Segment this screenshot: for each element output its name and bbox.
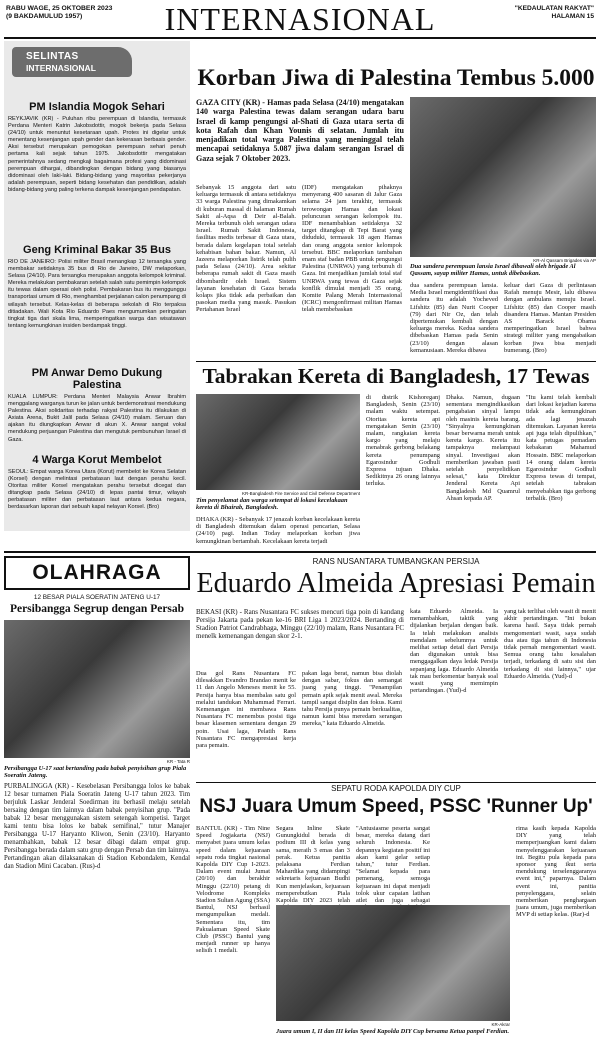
brief-korea-title: 4 Warga Korut Membelot [32, 454, 162, 466]
eduardo-col-2: pakan laga berat, namun bisa diolah dengan sabar, fokus dan semangat juang yang tinggi. "Penampilan pemain apik sejak menit awal. Mereka tampil sangat disiplin dan fokus. Kami tahu Persija punya pemain berkualitas, namun kami bisa meredam serangan mereka," kata Eduardo Almeida. [302, 670, 402, 728]
sport-caption: Persibangga U-17 saat bertanding pada babak penyisihan grup Piala Soeratin Jateng. [4, 765, 187, 780]
lead-lede: GAZA CITY (KR) - Hamas pada Selasa (24/10) mengatakan 140 warga Palestina tewas dalam serangan udara baru Israel di kamp pengungsi al-Shati di Gaza utara serta di kota Rafah dan Khan Younis di selatan. Jumlah itu menjadikan total warga Palestina yang meninggal telah mencapai setidaknya 5.087 jiwa dalam serangan Israel di Gaza sejak 7 Oktober 2023. [196, 98, 404, 163]
brief-korea [8, 454, 186, 530]
selintas-label: SELINTAS [26, 51, 79, 62]
skate-col-4: rima kasih kepada Kapolda DIY yang telah memperjuangkan kami dalam menyelenggarakan kejuaraan ini. Begitu pula kepada para sponsor yang ikut serta mendukung terselenggaranya event ini," paparnya. Dalam event ini, panitia penyelenggara, selain memberikan penghargaan juara umum, juga memberikan MVP di setiap kelas. (Rar)-d [516, 825, 596, 919]
page-number: HALAMAN 15 [551, 13, 594, 20]
train-photo-credit: KR-Bangladesh Fire Service and Civil Defense Department [241, 491, 360, 496]
lead-caption: Dua sandera perempuan lansia Israel dibawali oleh brigade Al Qassam, sayap militer Hamas, untuk dibebaskan. [410, 263, 576, 278]
brief-iceland [8, 101, 186, 231]
lead-col-4: keluar dari Gaza di perlintasan Rafah menuju Mesir, lalu dibawa dengan ambulans menuju Israel. Lifshitz (85) dan Cooper masih disandera Hamas. Mantan Presiden AS Barack Obama memperingatkan Israel bahwa strategi militer yang mengabaikan korban jiwa bisa menjadi bumerang. (Bro) [504, 282, 596, 354]
masthead-rule [4, 37, 596, 39]
skate-col-3: "Antusiasme peserta sangat besar, mereka datang dari seluruh Indonesia. Ke depannya kegiatan positif ini akan kami gelar setiap tahun," tutur Ferdian. "Selamat kepada para pemenang, semoga kejuaraan ini dapat menjadi tolok ukur capaian latihan atlet dan juga sebagai [356, 825, 431, 905]
newspaper-name: "KEDAULATAN RAKYAT" [514, 5, 594, 12]
skate-photo-credit: KR-Akrar [491, 1022, 510, 1027]
brief-rio-title: Geng Kriminal Bakar 35 Bus [23, 244, 171, 256]
sport-headline: Persibangga Segrup dengan Persab [9, 603, 185, 615]
sport-photo-credit: KR - Tata R [166, 759, 190, 764]
lead-col-1: Sebanyak 15 anggota dari satu keluarga termasuk di antara setidaknya 33 warga Palestina yang dimakamkan di kuburan massal di halaman Rumah Sakit al-Aqsa di Deir al-Balah. Mereka terbunuh oleh serangan udara Israel. Rumah Sakit Indonesia, fasilitas medis terbesar di Gaza utara, berada dalam kegelapan total setelah kehabisan bahan bakar. Namun, Al Jazeera melaporkan listrik telah pulih pada Selasa (24/10). Area sekitar beberapa rumah sakit di Gaza masih dibombardir oleh Israel. Sistem layanan kesehatan di Gaza berada kolaps jika tidak ada perbaikan dan pasokan media yang masuk. Pasukan Pertahanan Israel [196, 184, 296, 314]
skate-rule [196, 782, 596, 783]
olahraga-banner [4, 556, 190, 590]
masthead-right [450, 5, 594, 21]
lead-col-3: dua sandera perempuan lansia. Media Israel mengidentifikasi dua sandera itu adalah Yocheved Lifshitz (85) dan Nurit Cooper (79) dari Nir Oz, dan telah dipertemukan kembali dengan keluarga mereka. Kedua sandera dibebaskan Hamas pada Senin (23/10) dengan alasan kemanusiaan. Mereka dibawa [410, 282, 498, 354]
issue-hijri-date: (9 BAKDAMULUD 1957) [6, 13, 83, 20]
brief-malaysia-title: PM Anwar Demo Dukung Palestina [31, 367, 163, 391]
sport-body: PURBALINGGA (KR) - Kesebelasan Persibangga lolos ke babak 12 besar turnamen Piala Soeratin Jateng U-17 tahun 2023. Tim berjuluk Laskar Jenderal Soedirman itu berhasil melaju setelah bersaing dengan tim lainnya dalam babak penyisihan grup. "Pada babak 12 besar menggunakan sistem setengah kompetisi. Target kami tentu bisa lolos ke babak semifinal," tutur Manajer Persibangga U-17 Haryanto Kliwon, Senin (23/10). Haryanto menambahkan, babak 12 besar dibagi dalam empat grup. Persibangga berada dalam satu grup dengan Persab dan tim lainnya. Pertandingan akan dilaksanakan di Stadion Kebondalem, Kendal dan Stadion Mini Cacaban. (Rus)-d [4, 783, 190, 870]
train-caption: Tim penyelamat dan warga setempat di lokasi kecelakaan kereta di Bhairab, Bangladesh. [196, 497, 348, 512]
lead-col-2: (IDF) mengatakan pihaknya menyerang 400 sasaran di Jalur Gaza selama 24 jam terakhir, termasuk terowongan Hamas dan lokasi peluncuran serangan kelompok itu. IDF menambahkan setidaknya 32 target ditangkap di Tepi Barat yang diduduki, termasuk 18 agen Hamas dan orang anggota senior kelompok tersebut. BBC melaporkan tambahan enam staf badan PBB untuk pengungsi Palestina (UNRWA) yang terbunuh di Gaza. Ini menjadikan jumlah total staf UNRWA yang tewas di Gaza sejak konflik dimulai menjadi 35 orang. Komite Palang Merah Internasional (ICRC) mengonfirmasi militan Hamas telah membebaskan [302, 184, 402, 314]
section-label: OLAHRAGA [32, 561, 162, 584]
train-col-3: Dhaka. Namun, dugaan sementara mengindikasikan pengabaian sinyal lampu oleh masinis kereta barang. "Sinyalnya kemungkinan besar berwarna merah untuk kereta kargo. Kereta itu tampaknya melampaui sinyal. Investigasi akan memberikan jawaban pasti setelah penyelidikan selesai," kata Direktur Jenderal Kereta Api Bangladesh Md Quamrul Ahsan kepada AP. [446, 394, 520, 502]
eduardo-col-4: yang tak terlihat oleh wasit di menit akhir pertandingan. "Ini bukan karena hasil. Saya tidak pernah mengomentari wasit, saya sudah dua atau tiga tahun di Indonesia tidak pernah mengomentari wasit. Semua orang tahu kesalahan terjadi, terkadang di satu sisi dan terkadang di sisi lainnya," ujar Eduardo Almeida. (Yud)-d [504, 608, 596, 680]
brief-iceland-body: REYKJAVIK (KR) - Puluhan ribu perempuan di Islandia, termasuk Perdana Menteri Katrin Jakobsdottir, mogok bekerja pada Selasa (24/10) untuk menuntut kesetaraan upah. Protes ini digelar untuk menentang kesenjangan upah gender dan kekerasan berbasis gender. Aksi tersebut merupakan pemogokan perempuan sehari penuh pertama kali sejak tahun 1975. Jakobsdottir mengatakan pemerintahnya sedang mengkaji bagaimana profesi yang didominasi perempuan dihargai, dibandingkan dengan bidang yang biasanya didominasi oleh laki-laki. Bidang-bidang yang mayoritas pekerjanya adalah perempuan, seperti bidang kesehatan dan pendidikan, adalah bidang-bidang yang paling terkena dampak kesenjangan pendapatan. [8, 116, 186, 193]
sport-kicker: 12 BESAR PIALA SOERATIN JATENG U-17 [33, 594, 161, 601]
sport-photo [4, 620, 190, 758]
train-col-1: DHAKA (KR) - Sebanyak 17 jenazah korban kecelakaan kereta di Bangladesh ditemukan dalam operasi pencarian, Selasa (24/10) pagi. Indian Today melaporkan korban jiwa kemungkinan bertambah. Kecelakaan kereta terjadi [196, 516, 360, 545]
train-headline: Tabrakan Kereta di Bangladesh, 17 Tewas [202, 364, 590, 388]
skate-photo [276, 905, 510, 1021]
brief-malaysia-body: KUALA LUMPUR: Perdana Menteri Malaysia Anwar Ibrahim menggalang warganya turun ke jalan untuk berdemonstrasi mendukung Palestina. Aksi solidaritas terhadap rakyat Palestina itu dilakukan di Axiata Arena, Bukit Jalil pada Selasa (24/10) malam. Seruan dan ajakan itu diungkapkan Anwar di akun X. Anwar sangat vokal mendukung perjuangan Palestina dan mengutuk pembunuhan Israel di Gaza. [8, 394, 186, 443]
selintas-banner [12, 47, 132, 77]
brief-korea-body: SEOUL: Empat warga Korea Utara (Korut) membelot ke Korea Selatan (Korsel) dengan melintasi perbatasan laut dengan perahu kecil. Otoritas militer Korsel mengatakan perahu tersebut dicegat dan ditangkap pada Selasa (24/10) di lepas pantai timur, wilayah perbatasan militer dan perbatasan laut antara kedua negara, berdasarkan laporan dari sebuah kapal nelayan Korsel. (Bro) [8, 469, 186, 511]
masthead-date [6, 5, 156, 21]
brief-rio [8, 244, 186, 364]
brief-iceland-title: PM Islandia Mogok Sehari [29, 101, 165, 113]
issue-date: RABU WAGE, 25 OKTOBER 2023 [6, 5, 113, 12]
train-rule [196, 361, 596, 362]
lead-photo [410, 97, 596, 257]
train-col-4: "Itu kami telah kembali dari lokasi kejadian karena tidak ada kemungkinan ada lagi jenazah ditemukan. Layanan kereta api juga telah dipulihkan," kata petugas pemadam kebakaran Mahamud Hossain. BBC melaporkan 14 orang dalam kereta Egarosindur Godhuli Express tewas di tempat, setelah tabrakan menyebabkan tiga gerbong terbalik. (Bro) [526, 394, 596, 502]
brief-rio-body: RIO DE JANEIRO: Polisi militer Brasil menangkap 12 tersangka yang membakar setidaknya 35 bus di Rio de Janeiro, DW melaporkan, Selasa (24/10). Para tersangka merupakan anggota kelompok kriminal. Mereka melakukan pembakaran setelah salah satu pemimpin kelompok itu tewas dalam operasi oleh polisi. Pembakaran bus itu menggunggu transportasi umum di Rio, menghambat perjalanan calon penumpang di wilayah tersebut. Kelas-kelas di beberapa sekolah di Rio terpaksa ditiadakan. Wali Kota Rio Eduardo Paes mengumumkan peringatan tingkat tiga dari skala lima, memperingatkan warga dan wisatawan tentang kemungkinan insiden berdampak tinggi. [8, 259, 186, 329]
eduardo-kicker: RANS NUSANTARA TUMBANGKAN PERSIJA [312, 557, 480, 566]
selintas-sidebar [4, 41, 190, 531]
eduardo-col-3: kata Eduardo Almeida. Ia menambahkan, taktik yang dijalankan berjalan dengan baik. Ia telah melakukan analisis mendalam sebelumnya untuk melihat setiap detail dari Persija dan digunakan untuk bisa menggagalkan daya ledak Persija sepanjang laga. Eduardo Almeida tak mau berkomentar banyak soal wasit yang memimpin pertandingan. (Yud)-d [410, 608, 498, 695]
train-photo [196, 394, 360, 490]
skate-col-2: Segara Inline Skate Gunungkidul berada di podium III di kelas yang sama, meraih 3 emas dan 3 perak. Ketua panitia pelaksana Ferdian Mahardika yang didampingi sekretaris kejuaraan Budhi Kun menjelaskan, kejuaraan memperebutkan Piala Kapolda DIY 2023 telah [276, 825, 350, 905]
skate-col-1: BANTUL (KR) - Tim Nine Speed Jogjakarta (NSJ) menyabet juara umum kelas speed dalam kejuaraan sepatu roda tingkat nasional Kapolda DIY Cup I-2023. Dalam event mulai Jumat (20/10) dan berakhir Minggu (22/10) petang di Velodrome Kompleks Stadion Sultan Agung (SSA) Bantul, NSJ berhasil mengumpulkan medali. Sementara itu, tim Pakualaman Speed Skate Club (PSSC) Bantul yang menjadi runner up hanya selisih 1 medali. [196, 825, 270, 955]
skate-caption: Juara umum I, II dan III kelas Speed Kapolda DIY Cup bersama Ketua panpel Ferdian. [276, 1028, 510, 1035]
skate-headline: NSJ Juara Umum Speed, PSSC 'Runner Up' [199, 796, 593, 817]
eduardo-lede: BEKASI (KR) - Rans Nusantara FC sukses mencuri tiga poin di kandang Persija Jakarta pada pekan ke-16 BRI Liga 1 2023/2024. Bertanding di Stadion Patriot Candrabhaga, Minggu (22/10) malam, Rans Nusantara FC menelk kemenangan dengan skor 2-1. [196, 608, 404, 640]
internasional-label: INTERNASIONAL [26, 63, 96, 73]
page-title: INTERNASIONAL [164, 1, 436, 37]
lead-photo-credit: KR-Al Qassam Brigades via AP [533, 258, 596, 263]
lead-headline: Korban Jiwa di Palestina Tembus 5.000 [197, 65, 595, 91]
train-col-2: di distrik Kishoreganj Bangladesh, Senin (23/10) malam waktu setempat. Otoritas kereta api mengatakan Senin (23/10) malam, rangkaian kereta kargo yang melaju menabrak gerbong belakang kereta penumpang Egarosindur Godhuli Express tujuan Dhaka. Sedikitnya 26 orang lainnya terluka. [366, 394, 440, 488]
skate-kicker: SEPATU RODA KAPOLDA DIY CUP [331, 784, 461, 793]
eduardo-col-1: Dua gol Rans Nusantara FC dilesakkan Evandro Brandao menit ke 11 dan Angelo Meneses menit ke 55. Persija hanya bisa membalas satu gol melalui tandukan Muhammad Ferrari. Kemenangan ini membawa Rans Nusantara FC menembus posisi tiga besar klasemen sementara dengan 29 poin. Usai laga, Pelatih Rans Nusantara FC mengapresiasi kerja para pemain. [196, 670, 296, 750]
eduardo-headline: Eduardo Almeida Apresiasi Pemain [196, 568, 596, 599]
brief-malaysia [8, 367, 186, 445]
section-rule [4, 551, 596, 553]
